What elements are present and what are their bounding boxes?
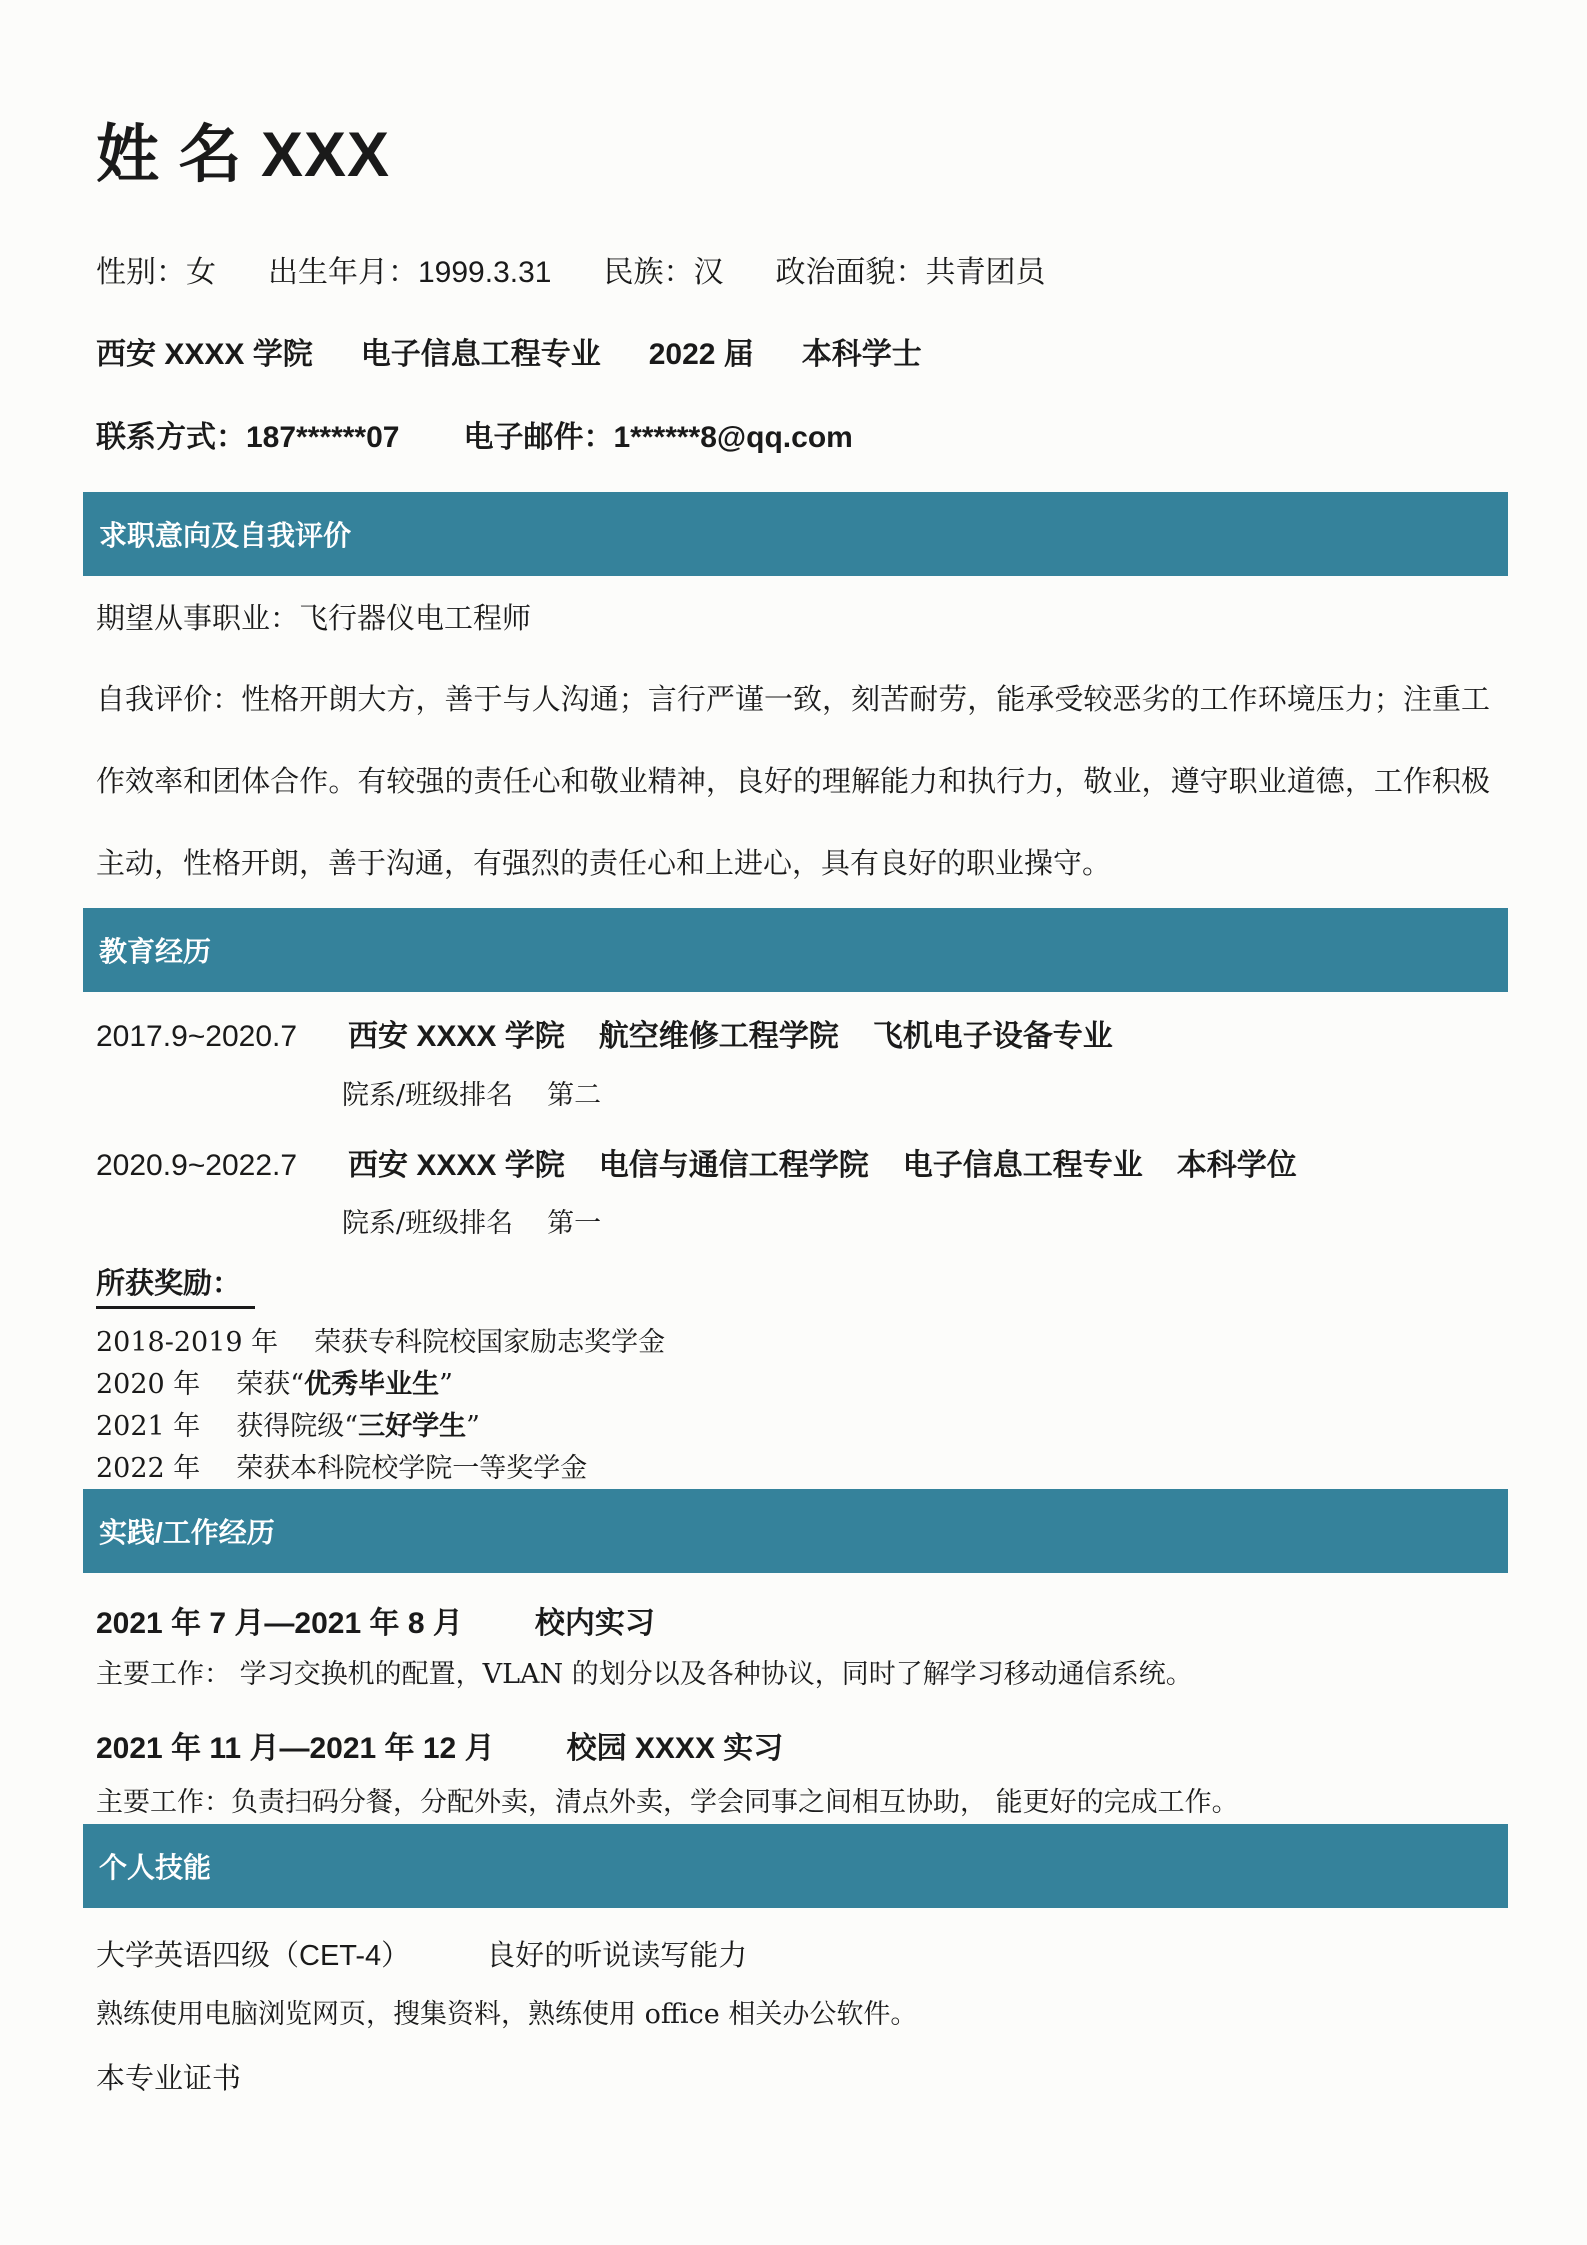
education-college: 航空维修工程学院 — [598, 1020, 839, 1053]
experience-description: 主要工作：负责扫码分餐，分配外卖，清点外卖，学会同事之间相互协助， 能更好的完成工作。 — [96, 1787, 1239, 1818]
contact-phone: 联系方式：187******07 — [96, 421, 400, 454]
rank-label: 院系/班级排名 — [342, 1208, 514, 1239]
skill-line-certificate: 本专业证书 — [96, 2063, 242, 2095]
award-year: 2018-2019 年 — [96, 1327, 279, 1358]
education-school: 西安 XXXX 学院 — [348, 1149, 565, 1182]
rank-value: 第一 — [547, 1208, 602, 1239]
summary-class-year: 2022 届 — [648, 338, 754, 371]
self-evaluation-paragraph: 自我评价：性格开朗大方，善于与人沟通；言行严谨一致，刻苦耐劳，能承受较恶劣的工作环境压力；注重工作效率和团体合作。有较强的责任心和敬业精神，良好的理解能力和执行力，敬业，遵守职业道德，工作积极主动，性格开朗，善于沟通，有强烈的责任心和上进心，具有良好的职业操守。 — [96, 684, 1490, 880]
education-school: 西安 XXXX 学院 — [348, 1020, 565, 1053]
desired-job-line: 期望从事职业：飞行器仪电工程师 — [96, 603, 532, 635]
experience-title-row — [96, 1598, 1490, 1642]
resume-name: 姓 名 XXX — [96, 120, 391, 190]
award-text-quoted: 三好学生 — [358, 1411, 467, 1442]
award-year: 2022 年 — [96, 1453, 201, 1484]
contact-email: 电子邮件：1******8@qq.com — [463, 421, 853, 454]
section-header-experience — [83, 1489, 1508, 1573]
education-entry — [96, 1011, 1490, 1055]
awards-list — [96, 1322, 1490, 1490]
award-text — [236, 1406, 480, 1448]
section-title-objective: 求职意向及自我评价 — [99, 520, 352, 551]
class-rank-line — [342, 1201, 1490, 1240]
award-text-pre: 荣获本科院校学院一等奖学金 — [236, 1453, 588, 1484]
education-period: 2017.9~2020.7 — [96, 1020, 298, 1053]
skill-line-english — [96, 1933, 1490, 1974]
education-summary-row — [96, 329, 1490, 373]
award-text-post: ” — [439, 1369, 453, 1400]
section-title-education: 教育经历 — [99, 936, 212, 967]
education-detail — [348, 1011, 1113, 1055]
basic-info-row — [96, 247, 1490, 291]
education-major: 电子信息工程专业 — [902, 1149, 1143, 1182]
section-header-objective — [83, 492, 1508, 576]
section-title-experience: 实践/工作经历 — [99, 1517, 275, 1548]
class-rank-line — [342, 1073, 1490, 1112]
summary-school: 西安 XXXX 学院 — [96, 338, 313, 371]
info-ethnicity: 民族：汉 — [603, 256, 724, 289]
section-title-skills: 个人技能 — [99, 1852, 212, 1883]
award-year: 2021 年 — [96, 1411, 201, 1442]
award-text-post: ” — [466, 1411, 480, 1442]
award-row — [96, 1322, 1490, 1364]
experience-period: 2021 年 11 月—2021 年 12 月 — [96, 1732, 495, 1765]
award-text — [236, 1364, 453, 1406]
summary-degree: 本科学士 — [801, 338, 922, 371]
awards-heading: 所获奖励： — [96, 1261, 255, 1309]
award-year: 2020 年 — [96, 1369, 201, 1400]
section-header-education — [83, 908, 1508, 992]
award-text — [314, 1322, 665, 1364]
education-period: 2020.9~2022.7 — [96, 1149, 298, 1182]
education-degree: 本科学位 — [1176, 1149, 1297, 1182]
skill-cet4: 大学英语四级（CET-4） — [96, 1940, 411, 1972]
award-text-pre: 荣获专科院校国家励志奖学金 — [314, 1327, 666, 1358]
rank-value: 第二 — [547, 1080, 602, 1111]
experience-title-row — [96, 1723, 1490, 1767]
education-entry — [96, 1140, 1490, 1184]
award-text-quoted: 优秀毕业生 — [304, 1369, 440, 1400]
info-birthdate: 出生年月：1999.3.31 — [268, 256, 552, 289]
award-row — [96, 1406, 1490, 1448]
skill-line-computer: 熟练使用电脑浏览网页，搜集资料，熟练使用 office 相关办公软件。 — [96, 1999, 918, 2030]
award-row — [96, 1364, 1490, 1406]
section-header-skills — [83, 1824, 1508, 1908]
experience-description: 主要工作： 学习交换机的配置，VLAN 的划分以及各种协议，同时了解学习移动通信系统。 — [96, 1659, 1193, 1690]
education-detail — [348, 1140, 1297, 1184]
experience-name: 校园 XXXX 实习 — [566, 1732, 784, 1765]
education-college: 电信与通信工程学院 — [598, 1149, 869, 1182]
award-text-pre: 荣获“ — [236, 1369, 305, 1400]
education-major: 飞机电子设备专业 — [872, 1020, 1113, 1053]
experience-name: 校内实习 — [534, 1607, 655, 1640]
summary-major: 电子信息工程专业 — [360, 338, 601, 371]
award-row — [96, 1448, 1490, 1490]
award-text-pre: 获得院级“ — [236, 1411, 359, 1442]
info-gender: 性别：女 — [96, 256, 216, 289]
award-text — [236, 1448, 587, 1490]
skill-english-ability: 良好的听说读写能力 — [486, 1940, 748, 1972]
info-political-status: 政治面貌：共青团员 — [775, 256, 1046, 289]
experience-period: 2021 年 7 月—2021 年 8 月 — [96, 1607, 463, 1640]
contact-row — [96, 412, 1490, 456]
rank-label: 院系/班级排名 — [342, 1080, 514, 1111]
